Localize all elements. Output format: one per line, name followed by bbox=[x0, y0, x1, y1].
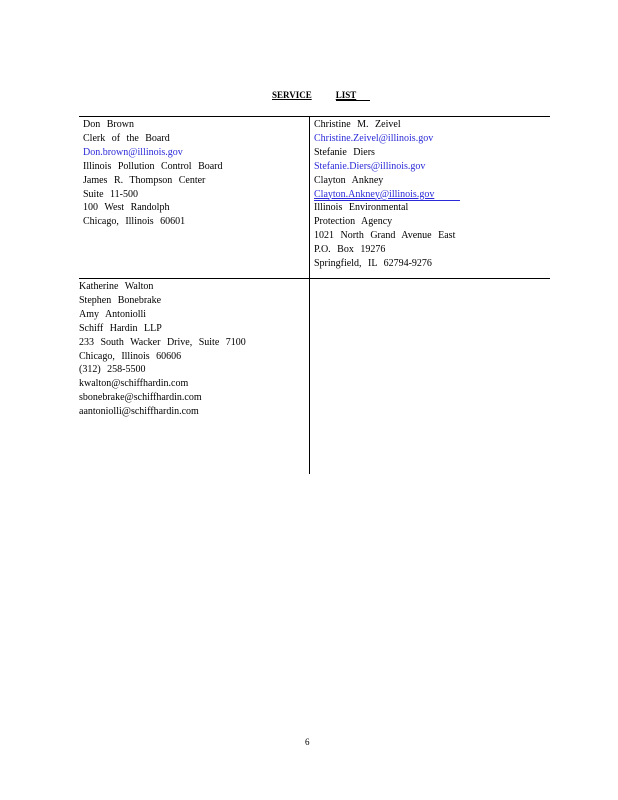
organization: Illinois Environmental bbox=[314, 202, 409, 214]
email-link[interactable]: Stefanie.Diers@illinois.gov bbox=[314, 160, 426, 172]
email-link[interactable]: Christine.Zeivel@illinois.gov bbox=[314, 132, 434, 144]
title-word-list: LIST bbox=[336, 90, 371, 101]
phone-number: (312) 258-5500 bbox=[79, 364, 146, 376]
page-title bbox=[272, 90, 370, 100]
email-text: aantoniolli@schiffhardin.com bbox=[79, 406, 199, 418]
table-row-divider bbox=[79, 278, 550, 279]
address-line: 100 West Randolph bbox=[83, 202, 170, 214]
contact-name: Stephen Bonebrake bbox=[79, 294, 162, 306]
address-city: Chicago, Illinois 60601 bbox=[83, 216, 186, 228]
contact-title: Clerk of the Board bbox=[83, 132, 170, 144]
contact-name: Clayton Ankney bbox=[314, 174, 384, 186]
address-line: Suite 11-500 bbox=[83, 188, 139, 200]
title-word-service: SERVICE bbox=[272, 90, 312, 100]
address-line: 1021 North Grand Avenue East bbox=[314, 230, 456, 242]
contact-name: Katherine Walton bbox=[79, 281, 154, 292]
address-line: P.O. Box 19276 bbox=[314, 244, 386, 256]
email-link[interactable]: Clayton.Ankney@illinois.gov bbox=[314, 189, 460, 201]
contact-name: Don Brown bbox=[83, 119, 134, 130]
page-number: 6 bbox=[305, 737, 310, 747]
email-link[interactable]: Don.brown@illinois.gov bbox=[83, 146, 183, 158]
email-text: kwalton@schiffhardin.com bbox=[79, 378, 189, 390]
address-line: James R. Thompson Center bbox=[83, 174, 206, 186]
contact-name: Amy Antoniolli bbox=[79, 308, 147, 320]
address-city: Springfield, IL 62794-9276 bbox=[314, 258, 432, 270]
table-column-divider bbox=[309, 116, 310, 474]
contact-name: Stefanie Diers bbox=[314, 146, 375, 158]
service-list-table bbox=[79, 116, 550, 474]
cell-schiff-hardin bbox=[79, 280, 246, 419]
table-top-border bbox=[79, 116, 550, 117]
contact-name: Christine M. Zeivel bbox=[314, 119, 401, 130]
organization: Protection Agency bbox=[314, 216, 393, 228]
organization: Schiff Hardin LLP bbox=[79, 322, 162, 334]
email-text: sbonebrake@schiffhardin.com bbox=[79, 392, 202, 404]
organization: Illinois Pollution Control Board bbox=[83, 160, 223, 172]
cell-illinois-epa bbox=[314, 118, 460, 271]
address-city: Chicago, Illinois 60606 bbox=[79, 350, 182, 362]
address-line: 233 South Wacker Drive, Suite 7100 bbox=[79, 336, 246, 348]
cell-clerk-of-board bbox=[83, 118, 223, 229]
